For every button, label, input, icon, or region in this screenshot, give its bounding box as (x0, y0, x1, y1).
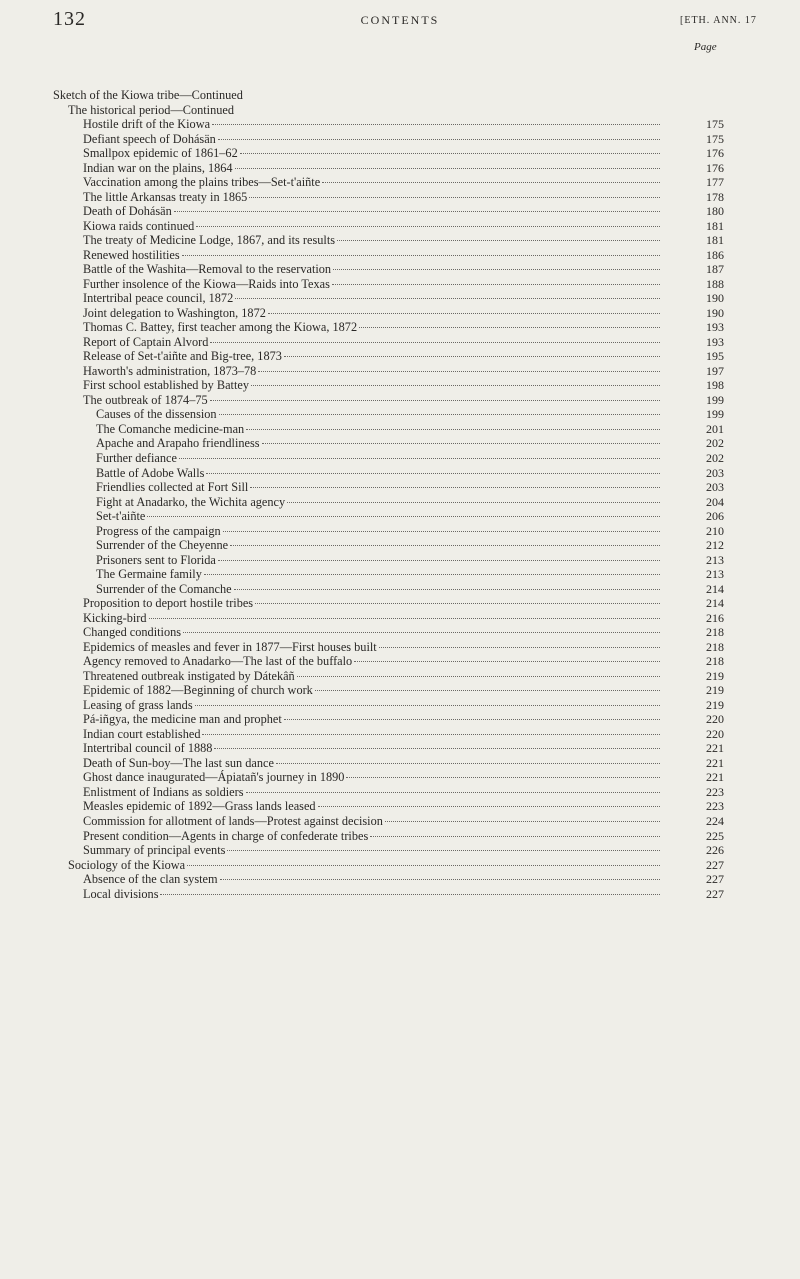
dot-leader (322, 182, 660, 183)
toc-entry-title: Present condition—Agents in charge of confederate tribes (83, 828, 369, 843)
toc-row (0, 335, 800, 349)
toc-entry-title: Sociology of the Kiowa (68, 857, 186, 872)
toc-page-number: 221 (706, 741, 724, 756)
dot-leader (149, 618, 660, 619)
toc-row (0, 553, 800, 567)
toc-page-number: 190 (706, 291, 724, 306)
dot-leader (385, 821, 660, 822)
toc-row (0, 320, 800, 334)
toc-row (0, 451, 800, 465)
toc-entry-title: Haworth's administration, 1873–78 (83, 363, 257, 378)
dot-leader (183, 632, 660, 633)
toc-row (0, 233, 800, 247)
toc-entry-title: Defiant speech of Dohásän (83, 131, 216, 146)
toc-entry (83, 843, 660, 857)
toc-row (0, 741, 800, 755)
toc-row (0, 422, 800, 436)
toc-entry (83, 829, 660, 843)
toc-row (0, 495, 800, 509)
toc-page-number: 213 (706, 567, 724, 582)
toc-entry-title: Hostile drift of the Kiowa (83, 117, 211, 132)
dot-leader (204, 574, 660, 575)
toc-entry-title: Intertribal council of 1888 (83, 741, 213, 756)
toc-entry (96, 524, 660, 538)
toc-entry-title: The Comanche medicine-man (96, 421, 245, 436)
toc-row (0, 161, 800, 175)
toc-entry (83, 698, 660, 712)
toc-entry (83, 233, 660, 247)
toc-row (0, 712, 800, 726)
toc-entry-title: The Germaine family (96, 567, 202, 582)
toc-entry (96, 509, 660, 523)
toc-page-number: 187 (706, 262, 724, 277)
toc-entry-title: Causes of the dissension (96, 407, 217, 422)
toc-page-number: 219 (706, 697, 724, 712)
toc-entry (83, 291, 660, 305)
toc-page-number: 193 (706, 320, 724, 335)
dot-leader (227, 850, 660, 851)
toc-row (0, 132, 800, 146)
toc-page-number: 197 (706, 363, 724, 378)
toc-row (0, 146, 800, 160)
toc-entry-title: Battle of the Washita—Removal to the reservation (83, 262, 332, 277)
toc-entry (83, 814, 660, 828)
dot-leader (359, 327, 660, 328)
toc-entry (83, 872, 660, 886)
toc-entry (83, 146, 660, 160)
toc-page-number: 201 (706, 421, 724, 436)
dot-leader (246, 429, 660, 430)
toc-entry-title: The historical period—Continued (68, 102, 234, 117)
page-column-label: Page (694, 41, 717, 53)
dot-leader (182, 255, 660, 256)
toc-entry-title: Progress of the campaign (96, 523, 221, 538)
dot-leader (147, 516, 660, 517)
dot-leader (276, 763, 660, 764)
toc-entry-title: Thomas C. Battey, first teacher among the Kiowa, 1872 (83, 320, 358, 335)
toc-entry (83, 596, 660, 610)
toc-row (0, 436, 800, 450)
toc-page-number: 214 (706, 596, 724, 611)
dot-leader (346, 777, 660, 778)
toc-page-number: 206 (706, 509, 724, 524)
toc-entry (83, 320, 660, 334)
toc-entry-title: Further defiance (96, 451, 177, 465)
toc-entry-title: Indian court established (83, 726, 201, 741)
dot-leader (218, 560, 660, 561)
toc-entry (96, 480, 660, 494)
toc-entry (83, 335, 660, 349)
toc-row (0, 248, 800, 262)
toc-entry (83, 349, 660, 363)
toc-row (0, 219, 800, 233)
toc-entry (83, 741, 660, 755)
toc-entry (83, 727, 660, 741)
toc-row (0, 843, 800, 857)
toc-entry (96, 553, 660, 567)
toc-entry-title: The little Arkansas treaty in 1865 (83, 189, 248, 204)
toc-entry-title: Death of Dohásän (83, 204, 172, 219)
toc-page-number: 193 (706, 334, 724, 349)
toc-row (0, 727, 800, 741)
toc-page-number: 195 (706, 349, 724, 364)
toc-entry (83, 625, 660, 639)
toc-entry (83, 248, 660, 262)
dot-leader (196, 226, 660, 227)
toc-page-number: 219 (706, 683, 724, 698)
toc-page-number: 227 (706, 857, 724, 872)
dot-leader (250, 487, 660, 488)
toc-row (0, 393, 800, 407)
toc-row (0, 480, 800, 494)
dot-leader (370, 836, 660, 837)
dot-leader (210, 342, 660, 343)
toc-row (0, 683, 800, 697)
toc-entry (96, 466, 660, 480)
dot-leader (255, 603, 660, 604)
toc-entry (83, 277, 660, 291)
toc-entry (83, 712, 660, 726)
toc-page-number: 175 (706, 117, 724, 132)
toc-entry (83, 306, 660, 320)
toc-entry-title: Proposition to deport hostile tribes (83, 596, 254, 611)
toc-page-number: 186 (706, 247, 724, 262)
toc-entry-title: Local divisions (83, 886, 159, 901)
toc-page-number: 213 (706, 552, 724, 567)
dot-leader (202, 734, 660, 735)
toc-entry (96, 582, 660, 596)
toc-entry-title: The treaty of Medicine Lodge, 1867, and its results (83, 233, 336, 248)
toc-entry (83, 669, 660, 683)
toc-row (0, 204, 800, 218)
dot-leader (284, 356, 660, 357)
toc-page-number: 212 (706, 538, 724, 553)
dot-leader (284, 719, 660, 720)
dot-leader (318, 806, 660, 807)
toc-entry-title: Prisoners sent to Florida (96, 552, 216, 567)
toc-row (0, 364, 800, 378)
toc-page-number: 178 (706, 189, 724, 204)
toc-entry (83, 756, 660, 770)
toc-entry (83, 117, 660, 131)
report-tag: [ETH. ANN. 17 (680, 15, 757, 26)
dot-leader (206, 473, 660, 474)
toc-entry-title: Measles epidemic of 1892—Grass lands leased (83, 799, 316, 814)
toc-entry-title: Death of Sun-boy—The last sun dance (83, 755, 274, 770)
toc-entry (83, 364, 660, 378)
toc-row (0, 698, 800, 712)
toc-page-number: 202 (706, 436, 724, 451)
dot-leader (212, 124, 660, 125)
toc-page-number: 227 (706, 872, 724, 887)
toc-row (0, 814, 800, 828)
toc-page-number: 198 (706, 378, 724, 393)
toc-row (0, 538, 800, 552)
dot-leader (297, 676, 660, 677)
toc-entry (96, 436, 660, 450)
toc-page-number: 203 (706, 465, 724, 480)
toc-entry-title: Battle of Adobe Walls (96, 465, 205, 480)
toc-entry (96, 567, 660, 581)
toc-entry-title: Release of Set-t'aiñte and Big-tree, 1873 (83, 349, 282, 364)
toc-row (0, 306, 800, 320)
toc-row (0, 407, 800, 421)
dot-leader (214, 748, 660, 749)
toc-entry (83, 190, 660, 204)
toc-page-number: 226 (706, 843, 724, 858)
toc-page-number: 210 (706, 523, 724, 538)
toc-entry-title: Report of Captain Alvord (83, 334, 209, 349)
toc-entry-title: Smallpox epidemic of 1861–62 (83, 146, 238, 161)
dot-leader (337, 240, 660, 241)
toc-row (0, 858, 800, 872)
dot-leader (287, 502, 660, 503)
toc-entry (83, 393, 660, 407)
toc-row (0, 277, 800, 291)
toc-row (0, 756, 800, 770)
toc-page-number: 225 (706, 828, 724, 843)
dot-leader (179, 458, 660, 459)
toc-page-number: 181 (706, 218, 724, 233)
toc-page-number: 203 (706, 480, 724, 495)
toc-page-number: 221 (706, 755, 724, 770)
toc-page-number: 180 (706, 204, 724, 219)
toc-page-number: 214 (706, 581, 724, 596)
toc-entry (83, 887, 660, 901)
toc-entry-title: Absence of the clan system (83, 872, 218, 887)
dot-leader (174, 211, 660, 212)
toc-entry-title: Threatened outbreak instigated by Dátekâñ (83, 668, 295, 683)
dot-leader (195, 705, 660, 706)
toc-entry-title: Commission for allotment of lands—Protest against decision (83, 814, 383, 828)
toc-page-number: 181 (706, 233, 724, 248)
toc-page-number: 221 (706, 770, 724, 785)
toc-entry-title: Further insolence of the Kiowa—Raids into Texas (83, 276, 330, 291)
toc-entry (83, 683, 660, 697)
toc-entry-title: Kicking-bird (83, 610, 147, 625)
toc-page-number: 220 (706, 712, 724, 727)
toc-page-number: 202 (706, 451, 724, 465)
dot-leader (230, 545, 660, 546)
toc-row (0, 466, 800, 480)
toc-row (0, 262, 800, 276)
toc-entry (96, 407, 660, 421)
dot-leader (234, 589, 660, 590)
toc-row (0, 799, 800, 813)
toc-entry-title: Pá-iñgya, the medicine man and prophet (83, 712, 282, 727)
toc-row (0, 611, 800, 625)
toc-row (0, 654, 800, 668)
dot-leader (187, 865, 660, 866)
toc-entry-title: Agency removed to Anadarko—The last of the buffalo (83, 654, 353, 669)
toc-entry (68, 858, 660, 872)
toc-entry-title: Joint delegation to Washington, 1872 (83, 305, 266, 320)
toc-entry-title: The outbreak of 1874–75 (83, 392, 208, 407)
dot-leader (220, 879, 660, 880)
toc-entry (83, 132, 660, 146)
toc-entry-title: Leasing of grass lands (83, 697, 193, 712)
running-title: CONTENTS (360, 13, 440, 27)
dot-leader (235, 298, 660, 299)
toc-row (0, 349, 800, 363)
toc-entry (96, 538, 660, 552)
toc-entry (53, 88, 660, 102)
dot-leader (218, 139, 660, 140)
toc-page-number: 218 (706, 639, 724, 654)
toc-row (0, 291, 800, 305)
toc-page-number: 176 (706, 146, 724, 161)
toc-entry-title: Summary of principal events (83, 843, 226, 858)
toc-page-number: 177 (706, 175, 724, 190)
toc-entry-title: Kiowa raids continued (83, 218, 195, 233)
toc-entry-title: Friendlies collected at Fort Sill (96, 480, 249, 495)
toc-page-number: 223 (706, 784, 724, 799)
dot-leader (235, 168, 660, 169)
toc-entry (83, 785, 660, 799)
toc-page-number: 220 (706, 726, 724, 741)
toc-entry-title: Epidemics of measles and fever in 1877—First houses built (83, 639, 377, 654)
toc-entry-title: Set-t'aiñte (96, 509, 146, 524)
toc-entry (96, 495, 660, 509)
toc-entry (83, 770, 660, 784)
dot-leader (160, 894, 660, 895)
toc-entry (83, 640, 660, 654)
toc-row (0, 103, 800, 117)
dot-leader (210, 400, 660, 401)
toc-entry-title: Epidemic of 1882—Beginning of church work (83, 683, 313, 698)
dot-leader (354, 661, 660, 662)
toc-entry-title: First school established by Battey (83, 378, 249, 393)
toc-row (0, 117, 800, 131)
dot-leader (379, 647, 660, 648)
toc-entry-title: Surrender of the Comanche (96, 581, 232, 596)
dot-leader (240, 153, 660, 154)
toc-entry (83, 799, 660, 813)
toc-page-number: 223 (706, 799, 724, 814)
toc-entry-title: Renewed hostilities (83, 247, 180, 262)
dot-leader (258, 371, 660, 372)
toc-entry (83, 175, 660, 189)
toc-entry (68, 103, 660, 117)
toc-row (0, 596, 800, 610)
toc-entry-title: Changed conditions (83, 625, 182, 640)
toc-row (0, 509, 800, 523)
toc-page-number: 176 (706, 160, 724, 175)
toc-entry-title: Enlistment of Indians as soldiers (83, 784, 244, 799)
toc-entry-title: Sketch of the Kiowa tribe—Continued (53, 88, 243, 102)
dot-leader (268, 313, 660, 314)
toc-page-number: 227 (706, 886, 724, 901)
toc-row (0, 640, 800, 654)
dot-leader (262, 443, 660, 444)
toc-entry-title: Vaccination among the plains tribes—Set-t'aiñte (83, 175, 321, 190)
toc-entry-title: Surrender of the Cheyenne (96, 538, 229, 553)
toc-entry (83, 161, 660, 175)
toc-page-number: 224 (706, 814, 724, 828)
toc-entry-title: Intertribal peace council, 1872 (83, 291, 234, 306)
toc-page-number: 199 (706, 407, 724, 422)
toc-row (0, 567, 800, 581)
dot-leader (333, 269, 660, 270)
dot-leader (223, 531, 660, 532)
toc-entry (96, 451, 660, 465)
dot-leader (249, 197, 660, 198)
toc-row (0, 190, 800, 204)
toc-row (0, 887, 800, 901)
toc-page-number: 218 (706, 654, 724, 669)
toc-entry-title: Indian war on the plains, 1864 (83, 160, 233, 175)
toc-page-number: 219 (706, 668, 724, 683)
toc-row (0, 175, 800, 189)
dot-leader (246, 792, 660, 793)
dot-leader (219, 414, 660, 415)
toc-page-number: 190 (706, 305, 724, 320)
toc-entry-title: Ghost dance inaugurated—Ápiatañ's journey in 1890 (83, 770, 345, 785)
toc-entry (83, 378, 660, 392)
dot-leader (332, 284, 660, 285)
toc-row (0, 88, 800, 102)
toc-page-number: 188 (706, 276, 724, 291)
toc-row (0, 829, 800, 843)
toc-entry-title: Fight at Anadarko, the Wichita agency (96, 494, 286, 509)
toc-row (0, 785, 800, 799)
toc-page-number: 218 (706, 625, 724, 640)
toc-entry (83, 204, 660, 218)
toc-entry (83, 262, 660, 276)
toc-row (0, 872, 800, 886)
dot-leader (251, 385, 660, 386)
toc-page-number: 204 (706, 494, 724, 509)
toc-row (0, 770, 800, 784)
toc-entry (96, 422, 660, 436)
toc-entry (83, 654, 660, 668)
dot-leader (315, 690, 660, 691)
toc-row (0, 378, 800, 392)
toc-entry (83, 219, 660, 233)
toc-entry (83, 611, 660, 625)
toc-page-number: 175 (706, 131, 724, 146)
toc-row (0, 524, 800, 538)
toc-page-number: 216 (706, 610, 724, 625)
toc-page-number: 199 (706, 392, 724, 407)
toc-entry-title: Apache and Arapaho friendliness (96, 436, 260, 451)
toc-row (0, 669, 800, 683)
toc-row (0, 582, 800, 596)
page-number: 132 (53, 8, 86, 30)
toc-row (0, 625, 800, 639)
